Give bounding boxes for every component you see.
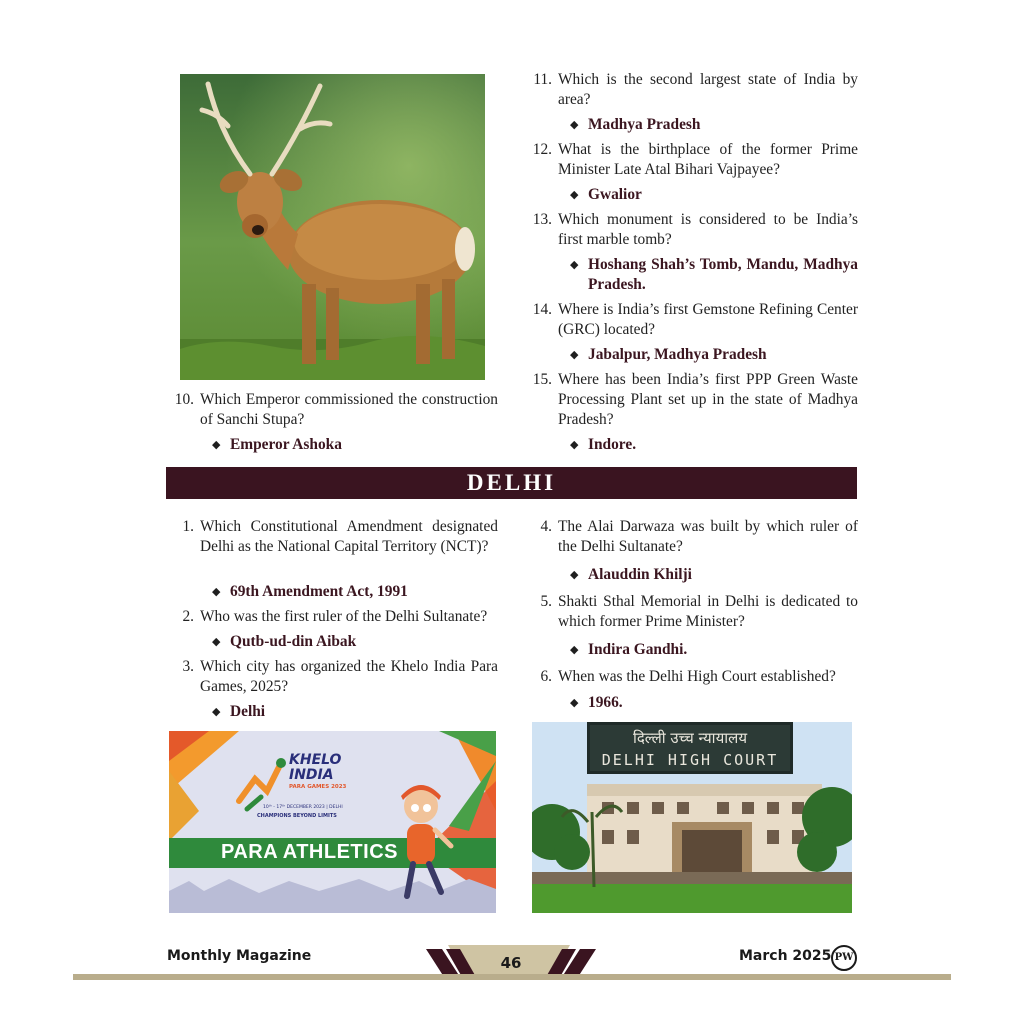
answer-text: Hoshang Shah’s Tomb, Mandu, Madhya Pradesh. [588, 256, 858, 293]
answer-item [570, 565, 858, 585]
court-sign-hindi: दिल्ली उच्च न्यायालय [632, 729, 748, 747]
diamond-bullet-icon: ◆ [212, 636, 221, 648]
question-text: Where has been India’s first PPP Green Waste Processing Plant set up in the state of Madhya Pradesh? [558, 371, 858, 428]
question-text: Which city has organized the Khelo India Para Games, 2025? [200, 658, 498, 695]
answer-text: Indore. [588, 436, 637, 453]
answer-item [212, 702, 498, 722]
khelo-subtitle: PARA GAMES 2023 [289, 784, 347, 790]
question-number: 5. [540, 593, 552, 610]
question-item [524, 300, 858, 340]
answer-item [212, 582, 498, 602]
question-text: Which Constitutional Amendment designated Delhi as the National Capital Territory (NCT)? [200, 518, 498, 555]
diamond-bullet-icon: ◆ [570, 259, 579, 271]
answer-item [212, 632, 498, 652]
question-number: 13. [532, 211, 552, 228]
answer-text: Qutb-ud-din Aibak [230, 633, 357, 650]
question-item [166, 517, 498, 557]
question-number: 1. [182, 518, 194, 535]
answer-item [570, 255, 858, 295]
answer-text: 69th Amendment Act, 1991 [230, 583, 408, 600]
question-item [524, 667, 858, 687]
court-sign-english: DELHI HIGH COURT [601, 751, 779, 769]
diamond-bullet-icon: ◆ [570, 189, 579, 201]
answer-text: Jabalpur, Madhya Pradesh [588, 346, 767, 363]
diamond-bullet-icon: ◆ [570, 439, 579, 451]
question-number: 15. [532, 371, 552, 388]
answer-item [570, 185, 858, 205]
diamond-bullet-icon: ◆ [212, 439, 221, 451]
diamond-bullet-icon: ◆ [570, 119, 579, 131]
diamond-bullet-icon: ◆ [570, 644, 579, 656]
question-number: 11. [533, 71, 552, 88]
answer-10: ◆ Emperor Ashoka [212, 436, 342, 453]
answer-item [570, 435, 858, 455]
diamond-bullet-icon: ◆ [212, 706, 221, 718]
delhi-high-court-image [532, 722, 852, 913]
khelo-brand: KHELO INDIA [289, 752, 342, 783]
question-text: Which is the second largest state of India by area? [558, 71, 858, 108]
diamond-bullet-icon: ◆ [570, 697, 579, 709]
answer-item [570, 345, 858, 365]
khelo-india-para-games-image [169, 731, 496, 913]
section-title-banner: DELHI [166, 467, 857, 499]
pw-logo-icon: PW [831, 945, 857, 971]
question-number: 2. [182, 608, 194, 625]
answer-text: Alauddin Khilji [588, 566, 692, 583]
question-text: Shakti Sthal Memorial in Delhi is dedicated to which former Prime Minister? [558, 593, 858, 630]
question-text: Where is India’s first Gemstone Refining Center (GRC) located? [558, 301, 858, 338]
question-number: 6. [540, 668, 552, 685]
footer-rule [73, 974, 951, 980]
page-number: 46 [500, 954, 522, 972]
question-text: Who was the first ruler of the Delhi Sultanate? [200, 608, 488, 625]
question-item [166, 657, 498, 697]
answer-item [570, 115, 858, 135]
question-text: The Alai Darwaza was built by which ruler of the Delhi Sultanate? [558, 518, 858, 555]
question-text: What is the birthplace of the former Prime Minister Late Atal Bihari Vajpayee? [558, 141, 858, 178]
khelo-dates: 10ᵗʰ - 17ᵗʰ DECEMBER 2023 | DELHI [263, 805, 343, 810]
khelo-tagline: CHAMPIONS BEYOND LIMITS [257, 813, 337, 819]
question-text: Which monument is considered to be India’s first marble tomb? [558, 211, 858, 248]
diamond-bullet-icon: ◆ [570, 349, 579, 361]
answer-text: Indira Gandhi. [588, 641, 688, 658]
question-item [166, 607, 498, 627]
sambar-deer-image [180, 74, 485, 380]
question-number: 4. [540, 518, 552, 535]
question-text: When was the Delhi High Court established? [558, 668, 836, 685]
question-item [524, 210, 858, 250]
answer-item [570, 693, 858, 713]
footer-date: March 2025 [739, 948, 832, 964]
answer-text: Gwalior [588, 186, 642, 203]
answer-item [570, 640, 858, 660]
question-number: 14. [532, 301, 552, 318]
diamond-bullet-icon: ◆ [212, 586, 221, 598]
question-item [524, 70, 858, 110]
question-item [524, 140, 858, 180]
diamond-bullet-icon: ◆ [570, 569, 579, 581]
question-item [524, 517, 858, 557]
answer-text: Delhi [230, 703, 266, 720]
answer-text: 1966. [588, 694, 623, 711]
question-item [524, 592, 858, 632]
khelo-sport-label: PARA ATHLETICS [221, 841, 398, 863]
question-10: 10. Which Emperor commissioned the construction of Sanchi Stupa? [174, 391, 498, 428]
question-number: 12. [532, 141, 552, 158]
answer-text: Madhya Pradesh [588, 116, 701, 133]
question-item [524, 370, 858, 430]
footer-magazine-label: Monthly Magazine [167, 948, 312, 964]
question-number: 3. [182, 658, 194, 675]
